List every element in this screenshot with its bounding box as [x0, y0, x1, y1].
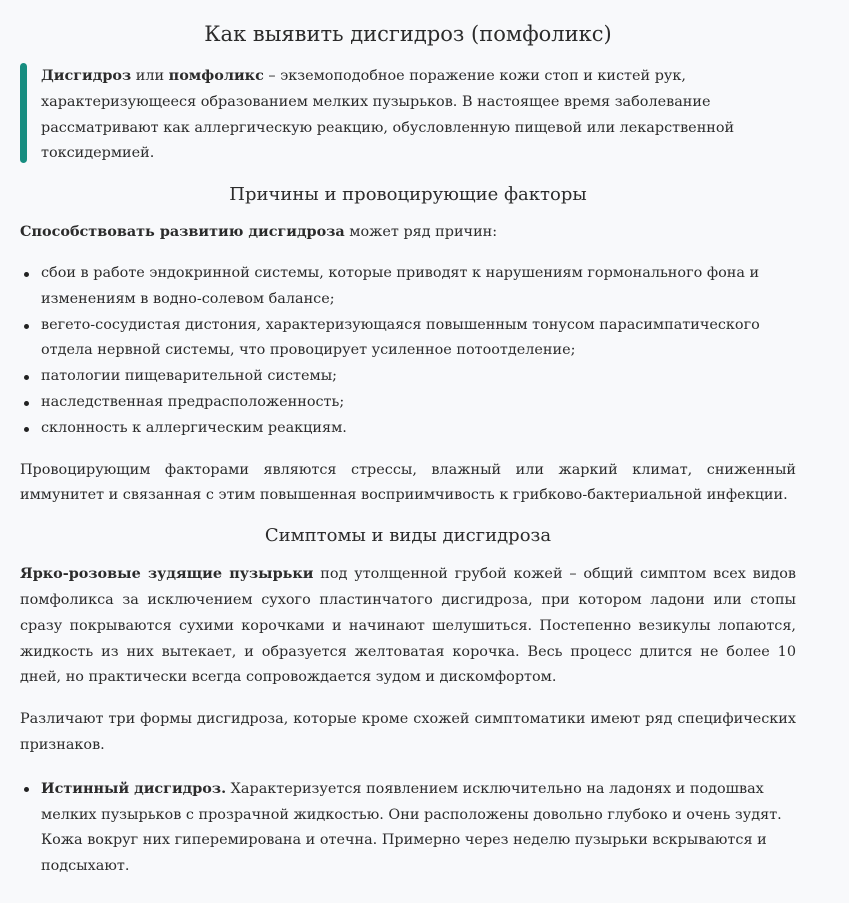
intro-text: – экземоподобное поражение кожи стоп и кистей рук, характеризующееся образованием мелких пузырьков. В настоящее время заболевание рассматривают как аллергическую реакцию, обусловленную пищевой или лекарственной токсидермией. — [41, 68, 735, 162]
page-title: Как выявить дисгидроз (помфоликс) — [204, 22, 612, 46]
intro-paragraph: Дисгидроз или помфоликс – экземоподобное поражение кожи стоп и кистей рук, характеризующееся образованием мелких пузырьков. В настоящее время заболевание рассматривают как аллергическую реакцию, обусловленную пищевой или лекарственной токсидермией. — [41, 67, 735, 162]
intro-term-2: помфоликс — [168, 67, 264, 84]
causes-list — [20, 261, 796, 442]
list-item: наследственная предрасположенность; — [41, 390, 796, 416]
bullet-icon — [24, 375, 29, 380]
bullet-icon — [24, 401, 29, 406]
section-heading-causes: Причины и провоцирующие факторы — [229, 184, 587, 206]
forms-list — [20, 776, 796, 880]
intro-callout — [20, 63, 796, 167]
factors-paragraph: Провоцирующим факторами являются стрессы, влажный или жаркий климат, сниженный иммунитет и связанная с этим повышенная восприимчивость к грибково-бактериальной инфекции. — [20, 461, 796, 504]
list-item: вегето-сосудистая дистония, характеризующаяся повышенным тонусом парасимпатического отдела нервной системы, что провоцирует усиленное потоотделение; — [41, 313, 796, 365]
list-item: сбои в работе эндокринной системы, которые приводят к нарушениям гормонального фона и изменениям в водно-солевом балансе; — [41, 261, 796, 313]
list-item: патологии пищеварительной системы; — [41, 364, 796, 390]
section-heading-symptoms: Симптомы и виды дисгидроза — [264, 525, 552, 547]
forms-paragraph: Различают три формы дисгидроза, которые кроме схожей симптоматики имеют ряд специфических признаков. — [20, 711, 796, 753]
bullet-icon — [24, 787, 29, 792]
bullet-icon — [24, 324, 29, 329]
symptoms-paragraph: Ярко-розовые зудящие пузырьки под утолщенной грубой кожей – общий симптом всех видов помфоликса за исключением сухого пластинчатого дисгидроза, при котором ладони или стопы сразу покрываются сухими корочками и начинают шелушиться. Постепенно везикулы лопаются, жидкость из них вытекает, и образуется желтоватая корочка. Весь процесс длится не более 10 дней, но практически всегда сопровождается зудом и дискомфортом. — [20, 565, 797, 686]
form-description: Характеризуется появлением исключительно на ладонях и подошвах мелких пузырьков с прозрачной жидкостью. Они расположены довольно глубоко и очень зудят. Кожа вокруг них гиперемирована и отечна. Примерно через неделю пузырьки вскрываются и подсыхают. — [41, 780, 782, 875]
list-item — [41, 776, 796, 880]
callout-accent-bar — [20, 63, 27, 163]
bullet-icon — [24, 427, 29, 432]
form-name: Истинный дисгидроз. — [41, 779, 227, 797]
causes-lead: Способствовать развитию дисгидроза может ряд причин: — [20, 223, 498, 241]
intro-term-1: Дисгидроз — [41, 67, 132, 84]
list-item: склонность к аллергическим реакциям. — [41, 416, 796, 442]
bullet-icon — [24, 272, 29, 277]
